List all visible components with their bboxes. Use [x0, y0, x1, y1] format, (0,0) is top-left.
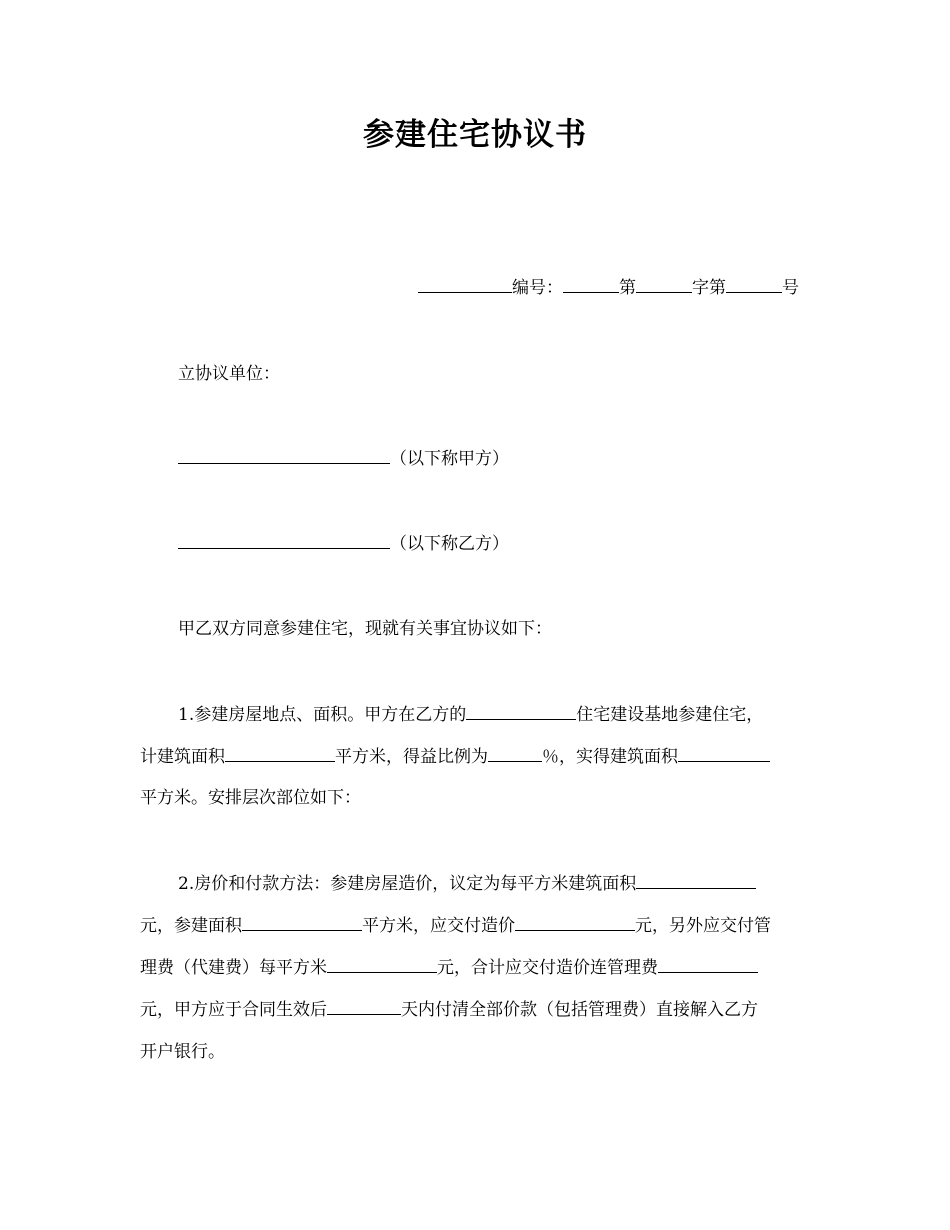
party-a-suffix: （以下称甲方） — [390, 449, 509, 469]
party-b-blank[interactable] — [178, 531, 390, 549]
clause2-text-d: 元，另外应交付管 — [635, 916, 771, 936]
clause2-line3 — [140, 955, 758, 980]
clause2-text-e: 理费（代建费）每平方米 — [140, 958, 327, 978]
clause1-blank-location[interactable] — [466, 702, 576, 720]
parties-heading: 立协议单位： — [178, 364, 280, 384]
clause1-text-d: 平方米，得益比例为 — [335, 747, 488, 767]
clause2-blank-area[interactable] — [242, 913, 362, 931]
clause1-line1 — [178, 702, 763, 727]
clause2-text-b: 元，参建面积 — [140, 916, 242, 936]
clause1-line2 — [140, 744, 770, 769]
clause2-text-a: 2.房价和付款方法：参建房屋造价，议定为每平方米建筑面积 — [178, 874, 637, 894]
clause1-text-e: ％，实得建筑面积 — [542, 747, 678, 767]
party-a-blank[interactable] — [178, 446, 390, 464]
clause2-blank-cost[interactable] — [515, 913, 635, 931]
label-di: 第 — [619, 278, 636, 298]
clause1-blank-actual-area[interactable] — [678, 744, 770, 762]
clause2-blank-days[interactable] — [327, 997, 401, 1015]
clause1-line3: 平方米。安排层次部位如下： — [140, 788, 361, 808]
blank-code[interactable] — [563, 275, 619, 293]
blank-serial[interactable] — [726, 275, 782, 293]
label-bianhao: 编号： — [512, 278, 563, 298]
party-a-line — [178, 446, 509, 471]
clause1-text-b: 住宅建设基地参建住宅， — [576, 705, 764, 725]
clause1-text-a: 1.参建房屋地点、面积。甲方在乙方的 — [178, 705, 467, 725]
clause2-blank-mgmt-fee[interactable] — [327, 955, 437, 973]
clause2-blank-unit-price[interactable] — [636, 871, 756, 889]
clause1-blank-ratio[interactable] — [488, 744, 542, 762]
blank-prefix[interactable] — [418, 275, 512, 293]
party-b-suffix: （以下称乙方） — [390, 534, 509, 554]
clause2-text-f: 元，合计应交付造价连管理费 — [437, 958, 658, 978]
blank-year[interactable] — [636, 275, 692, 293]
clause1-blank-area[interactable] — [225, 744, 335, 762]
clause2-line5: 开户银行。 — [140, 1042, 225, 1062]
document-title: 参建住宅协议书 — [363, 117, 587, 153]
number-line — [418, 275, 799, 300]
clause2-line2 — [140, 913, 771, 938]
clause1-text-c: 计建筑面积 — [140, 747, 225, 767]
clause2-text-c: 平方米，应交付造价 — [362, 916, 515, 936]
label-hao: 号 — [782, 278, 799, 298]
party-b-line — [178, 531, 509, 556]
label-zidi: 字第 — [692, 278, 726, 298]
clause2-line1 — [178, 871, 756, 896]
clause2-text-h: 天内付清全部价款（包括管理费）直接解入乙方 — [401, 1000, 758, 1020]
clause2-line4 — [140, 997, 758, 1022]
clause2-blank-total[interactable] — [658, 955, 758, 973]
clause2-text-g: 元，甲方应于合同生效后 — [140, 1000, 327, 1020]
intro-paragraph: 甲乙双方同意参建住宅，现就有关事宜协议如下： — [178, 619, 552, 639]
